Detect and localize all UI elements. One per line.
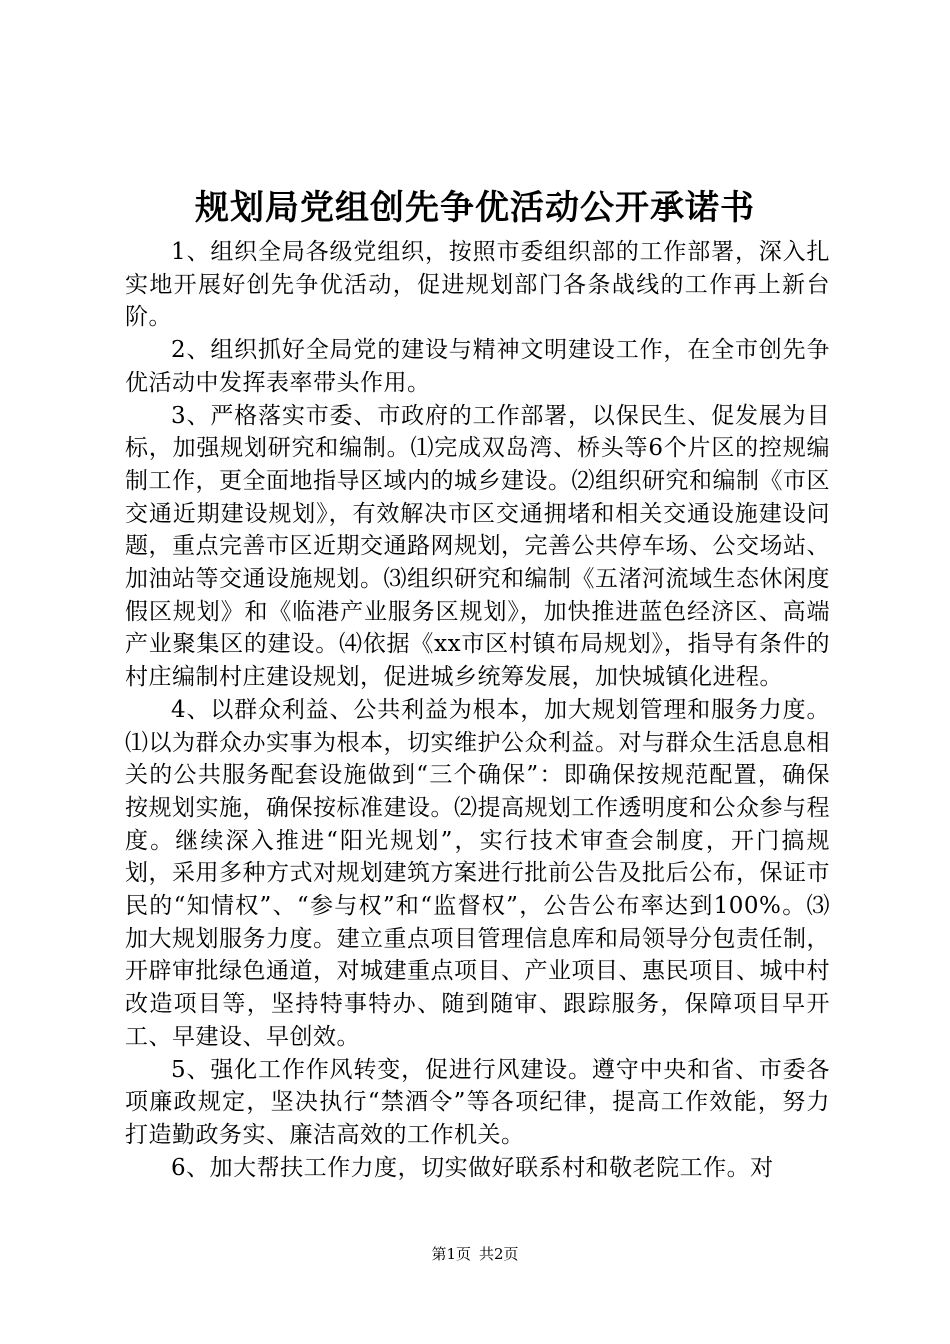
page-total: 共2页 — [479, 1245, 519, 1263]
paragraph-1: 1、组织全局各级党组织，按照市委组织部的工作部署，深入扎实地开展好创先争优活动，促进规划部门各条战线的工作再上新台阶。 — [125, 239, 830, 331]
paragraph-2: 2、组织抓好全局党的建设与精神文明建设工作，在全市创先争优活动中发挥表率带头作用。 — [125, 337, 830, 396]
paragraph-4: 4、以群众利益、公共利益为根本，加大规划管理和服务力度。⑴以为群众办实事为根本，切实维护公众利益。对与群众生活息息相关的公共服务配套设施做到“三个确保”：即确保按规范配置，确保按规划实施，确保按标准建设。⑵提高规划工作透明度和公众参与程度。继续深入推进“阳光规划”，实行技术审查会制度，开门搞规划，采用多种方式对规划建筑方案进行批前公告及批后公布，保证市民的“知情权”、“参与权”和“监督权”，公告公布率达到100%。⑶加大规划服务力度。建立重点项目管理信息库和局领导分包责任制，开辟审批绿色通道，对城建重点项目、产业项目、惠民项目、城中村改造项目等，坚持特事特办、随到随审、跟踪服务，保障项目早开工、早建设、早创效。 — [125, 696, 830, 1050]
document-title: 规划局党组创先争优活动公开承诺书 — [195, 188, 755, 228]
page-number: 第1页 — [431, 1245, 471, 1263]
paragraph-6: 6、加大帮扶工作力度，切实做好联系村和敬老院工作。对 — [171, 1154, 774, 1181]
paragraph-3: 3、严格落实市委、市政府的工作部署，以保民生、促发展为目标，加强规划研究和编制。⑴完成双岛湾、桥头等6个片区的控规编制工作，更全面地指导区域内的城乡建设。⑵组织研究和编制《市区交通近期建设规划》，有效解决市区交通拥堵和相关交通设施建设问题，重点完善市区近期交通路网规划，完善公共停车场、公交场站、加油站等交通设施规划。⑶组织研究和编制《五渚河流域生态休闲度假区规划》和《临港产业服务区规划》，加快推进蓝色经济区、高端产业聚集区的建设。⑷依据《xx市区村镇布局规划》，指导有条件的村庄编制村庄建设规划，促进城乡统筹发展，加快城镇化进程。 — [125, 402, 830, 691]
paragraph-5: 5、强化工作作风转变，促进行风建设。遵守中央和省、市委各项廉政规定，坚决执行“禁酒令”等各项纪律，提高工作效能，努力打造勤政务实、廉洁高效的工作机关。 — [125, 1056, 830, 1148]
document-body — [125, 236, 830, 1184]
page-footer — [0, 1244, 950, 1264]
